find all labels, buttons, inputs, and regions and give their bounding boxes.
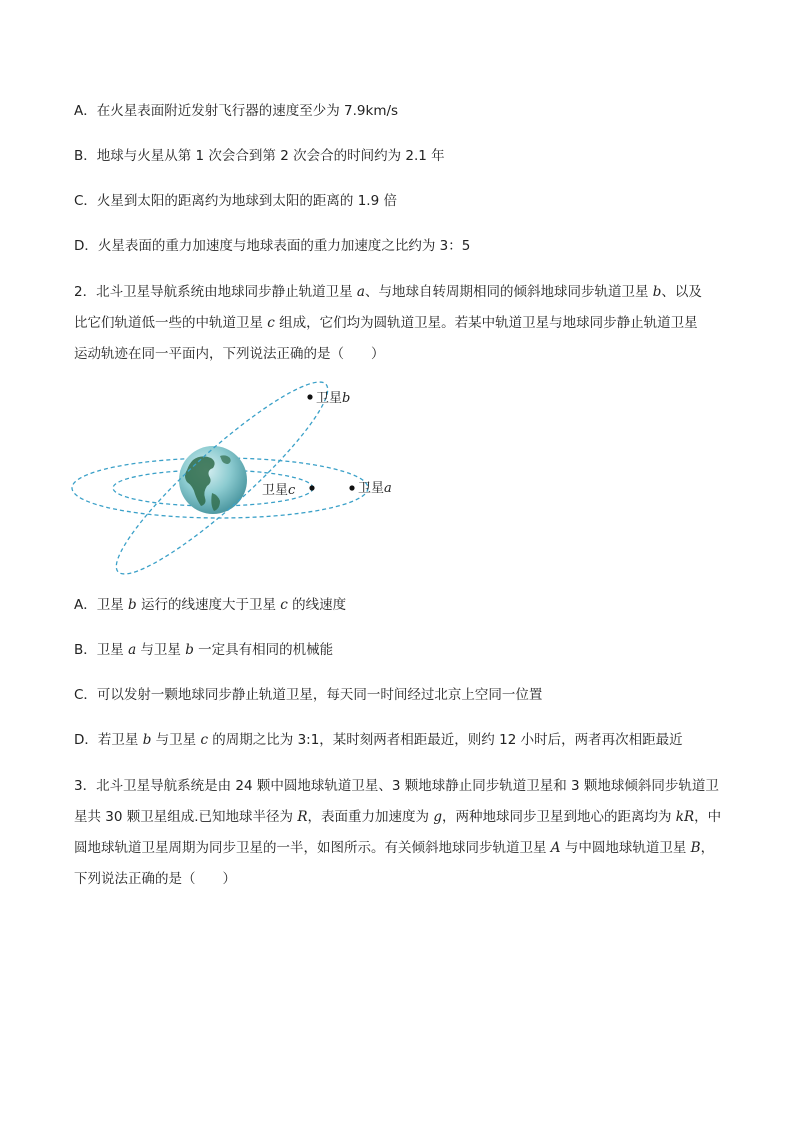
q3-stem-line1: 3．北斗卫星导航系统是由 24 颗中圆地球轨道卫星、3 颗地球静止同步轨道卫星和 3 颗地球倾斜同步轨道卫: [74, 778, 719, 794]
q2-stem-line2: 比它们轨道低一些的中轨道卫星 c 组成，它们均为圆轨道卫星。若某中轨道卫星与地球同步静止轨道卫星: [74, 315, 698, 331]
q2-stem-line3: 运动轨迹在同一平面内，下列说法正确的是（ ）: [74, 346, 385, 362]
q1-option-c: C．火星到太阳的距离约为地球到太阳的距离的 1.9 倍: [74, 193, 397, 209]
q3-stem-line2: 星共 30 颗卫星组成.已知地球半径为 R，表面重力加速度为 g，两种地球同步卫星到地心的距离均为 kR，中: [74, 809, 722, 825]
label-satellite-b: 卫星b: [316, 391, 351, 406]
q2-stem-line1: 2．北斗卫星导航系统由地球同步静止轨道卫星 a、与地球自转周期相同的倾斜地球同步轨道卫星 b、以及: [74, 284, 702, 300]
q1-option-d: D．火星表面的重力加速度与地球表面的重力加速度之比约为 3：5: [74, 238, 471, 254]
label-satellite-c: 卫星c: [262, 483, 296, 498]
q2-option-d: D．若卫星 b 与卫星 c 的周期之比为 3:1，某时刻两者相距最近，则约 12 小时后，两者再次相距最近: [74, 732, 683, 748]
q2-option-c: C．可以发射一颗地球同步静止轨道卫星，每天同一时间经过北京上空同一位置: [74, 687, 543, 703]
q2-option-a: A．卫星 b 运行的线速度大于卫星 c 的线速度: [74, 597, 347, 613]
q1-option-b: B．地球与火星从第 1 次会合到第 2 次会合的时间约为 2.1 年: [74, 148, 445, 164]
satellite-b-dot: [307, 394, 312, 399]
q2-option-b: B．卫星 a 与卫星 b 一定具有相同的机械能: [74, 642, 334, 658]
label-satellite-a: 卫星a: [358, 481, 392, 496]
q1-option-a: A．在火星表面附近发射飞行器的速度至少为 7.9km/s: [74, 103, 399, 119]
q3-stem-line3: 圆地球轨道卫星周期为同步卫星的一半，如图所示。有关倾斜地球同步轨道卫星 A 与中圆地球轨道卫星 B，: [74, 840, 715, 856]
earth-globe: [179, 446, 247, 514]
satellite-a-dot: [349, 485, 354, 490]
q3-stem-line4: 下列说法正确的是（ ）: [74, 871, 236, 887]
satellite-c-dot: [309, 485, 314, 490]
satellite-orbit-figure: [60, 378, 420, 578]
